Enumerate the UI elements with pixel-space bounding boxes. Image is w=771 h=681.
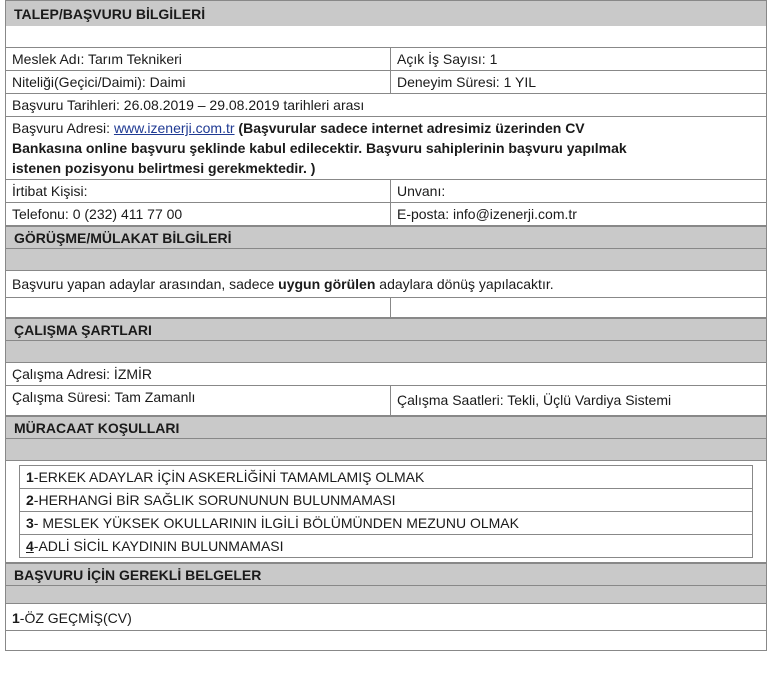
row-calisma-adresi [5,362,767,386]
basvuru-adresi-label: Başvuru Adresi: [12,120,114,136]
section-header-calisma: ÇALIŞMA ŞARTLARI [5,318,767,340]
belge-item-number: 1 [12,610,20,626]
calisma-suresi: Çalışma Süresi: Tam Zamanlı [12,389,196,405]
adres-note-2: Bankasına online başvuru şeklinde kabul edilecektir. Başvuru sahiplerinin başvuru yapılmak [12,140,627,156]
section-header-gorusme: GÖRÜŞME/MÜLAKAT BİLGİLERİ [5,226,767,248]
list-item [20,466,752,488]
section-header-belgeler-filler [5,585,767,603]
section-header-muracaat: MÜRACAAT KOŞULLARI [5,416,767,438]
list-item [20,511,752,534]
telefon: Telefonu: 0 (232) 411 77 00 [12,206,183,222]
row-basvuru-adresi [5,117,767,180]
list-item-text: -HERHANGİ BİR SAĞLIK SORUNUNUN BULUNMAMASI [33,492,396,508]
acik-is-sayisi: Açık İş Sayısı: 1 [390,48,766,70]
application-form [5,0,767,651]
row-tarihler [5,94,767,117]
list-item-text: -ERKEK ADAYLAR İÇİN ASKERLİĞİNİ TAMAMLAMIŞ OLMAK [33,469,425,485]
gorusme-text-bold: uygun görülen [278,276,376,292]
section-header-talep: TALEP/BAŞVURU BİLGİLERİ [5,0,767,26]
section-header-gorusme-filler [5,248,767,270]
list-item-number: 1 [26,469,34,485]
section-header-muracaat-filler [5,438,767,460]
basvuru-adresi [6,117,766,179]
row-meslek [5,48,767,71]
list-item [20,534,752,557]
row-gorusme-text [5,270,767,298]
niteligi: Niteliği(Geçici/Daimi): Daimi [12,74,186,90]
row-irtibat [5,180,767,203]
adres-note-1: (Başvurular sadece internet adresimiz üzerinden CV [238,120,585,136]
row-belge-blank [5,631,767,651]
row-belge-item [5,603,767,631]
muracaat-list [19,465,753,558]
gorusme-text [6,271,766,297]
belge-item [6,604,766,630]
calisma-adresi: Çalışma Adresi: İZMİR [12,366,153,382]
calisma-saatleri: Çalışma Saatleri: Tekli, Üçlü Vardiya Sistemi [390,386,766,415]
list-item-number: 2 [26,492,34,508]
meslek-adi: Meslek Adı: Tarım Teknikeri [12,51,182,67]
e-posta: E-posta: info@izenerji.com.tr [390,203,766,225]
gorusme-text-part-1: Başvuru yapan adaylar arasından, sadece [12,276,279,292]
adres-note-3: istenen pozisyonu belirtmesi gerekmektedir. ) [12,160,316,176]
basvuru-adresi-link[interactable]: www.izenerji.com.tr [113,120,235,136]
row-niteligi [5,71,767,94]
basvuru-tarihleri: Başvuru Tarihleri: 26.08.2019 – 29.08.2019 tarihleri arası [12,97,365,113]
muracaat-box [5,460,767,563]
unvani: Unvanı: [390,180,766,202]
row-gorusme-blank [5,298,767,318]
list-item-number: 4 [26,538,34,554]
spacer-row [5,26,767,48]
row-telefon [5,203,767,226]
list-item-number: 3 [26,515,34,531]
list-item-text: - MESLEK YÜKSEK OKULLARININ İLGİLİ BÖLÜMÜNDEN MEZUNU OLMAK [33,515,519,531]
list-item-text: -ADLİ SİCİL KAYDININ BULUNMAMASI [33,538,284,554]
list-item [20,488,752,511]
row-calisma-suresi [5,386,767,416]
gorusme-text-part-2: adaylara dönüş yapılacaktır. [375,276,554,292]
belge-item-text: -ÖZ GEÇMİŞ(CV) [19,610,132,626]
deneyim-suresi: Deneyim Süresi: 1 YIL [390,71,766,93]
section-header-belgeler: BAŞVURU İÇİN GEREKLİ BELGELER [5,563,767,585]
irtibat-kisisi: İrtibat Kişisi: [12,183,88,199]
section-header-calisma-filler [5,340,767,362]
